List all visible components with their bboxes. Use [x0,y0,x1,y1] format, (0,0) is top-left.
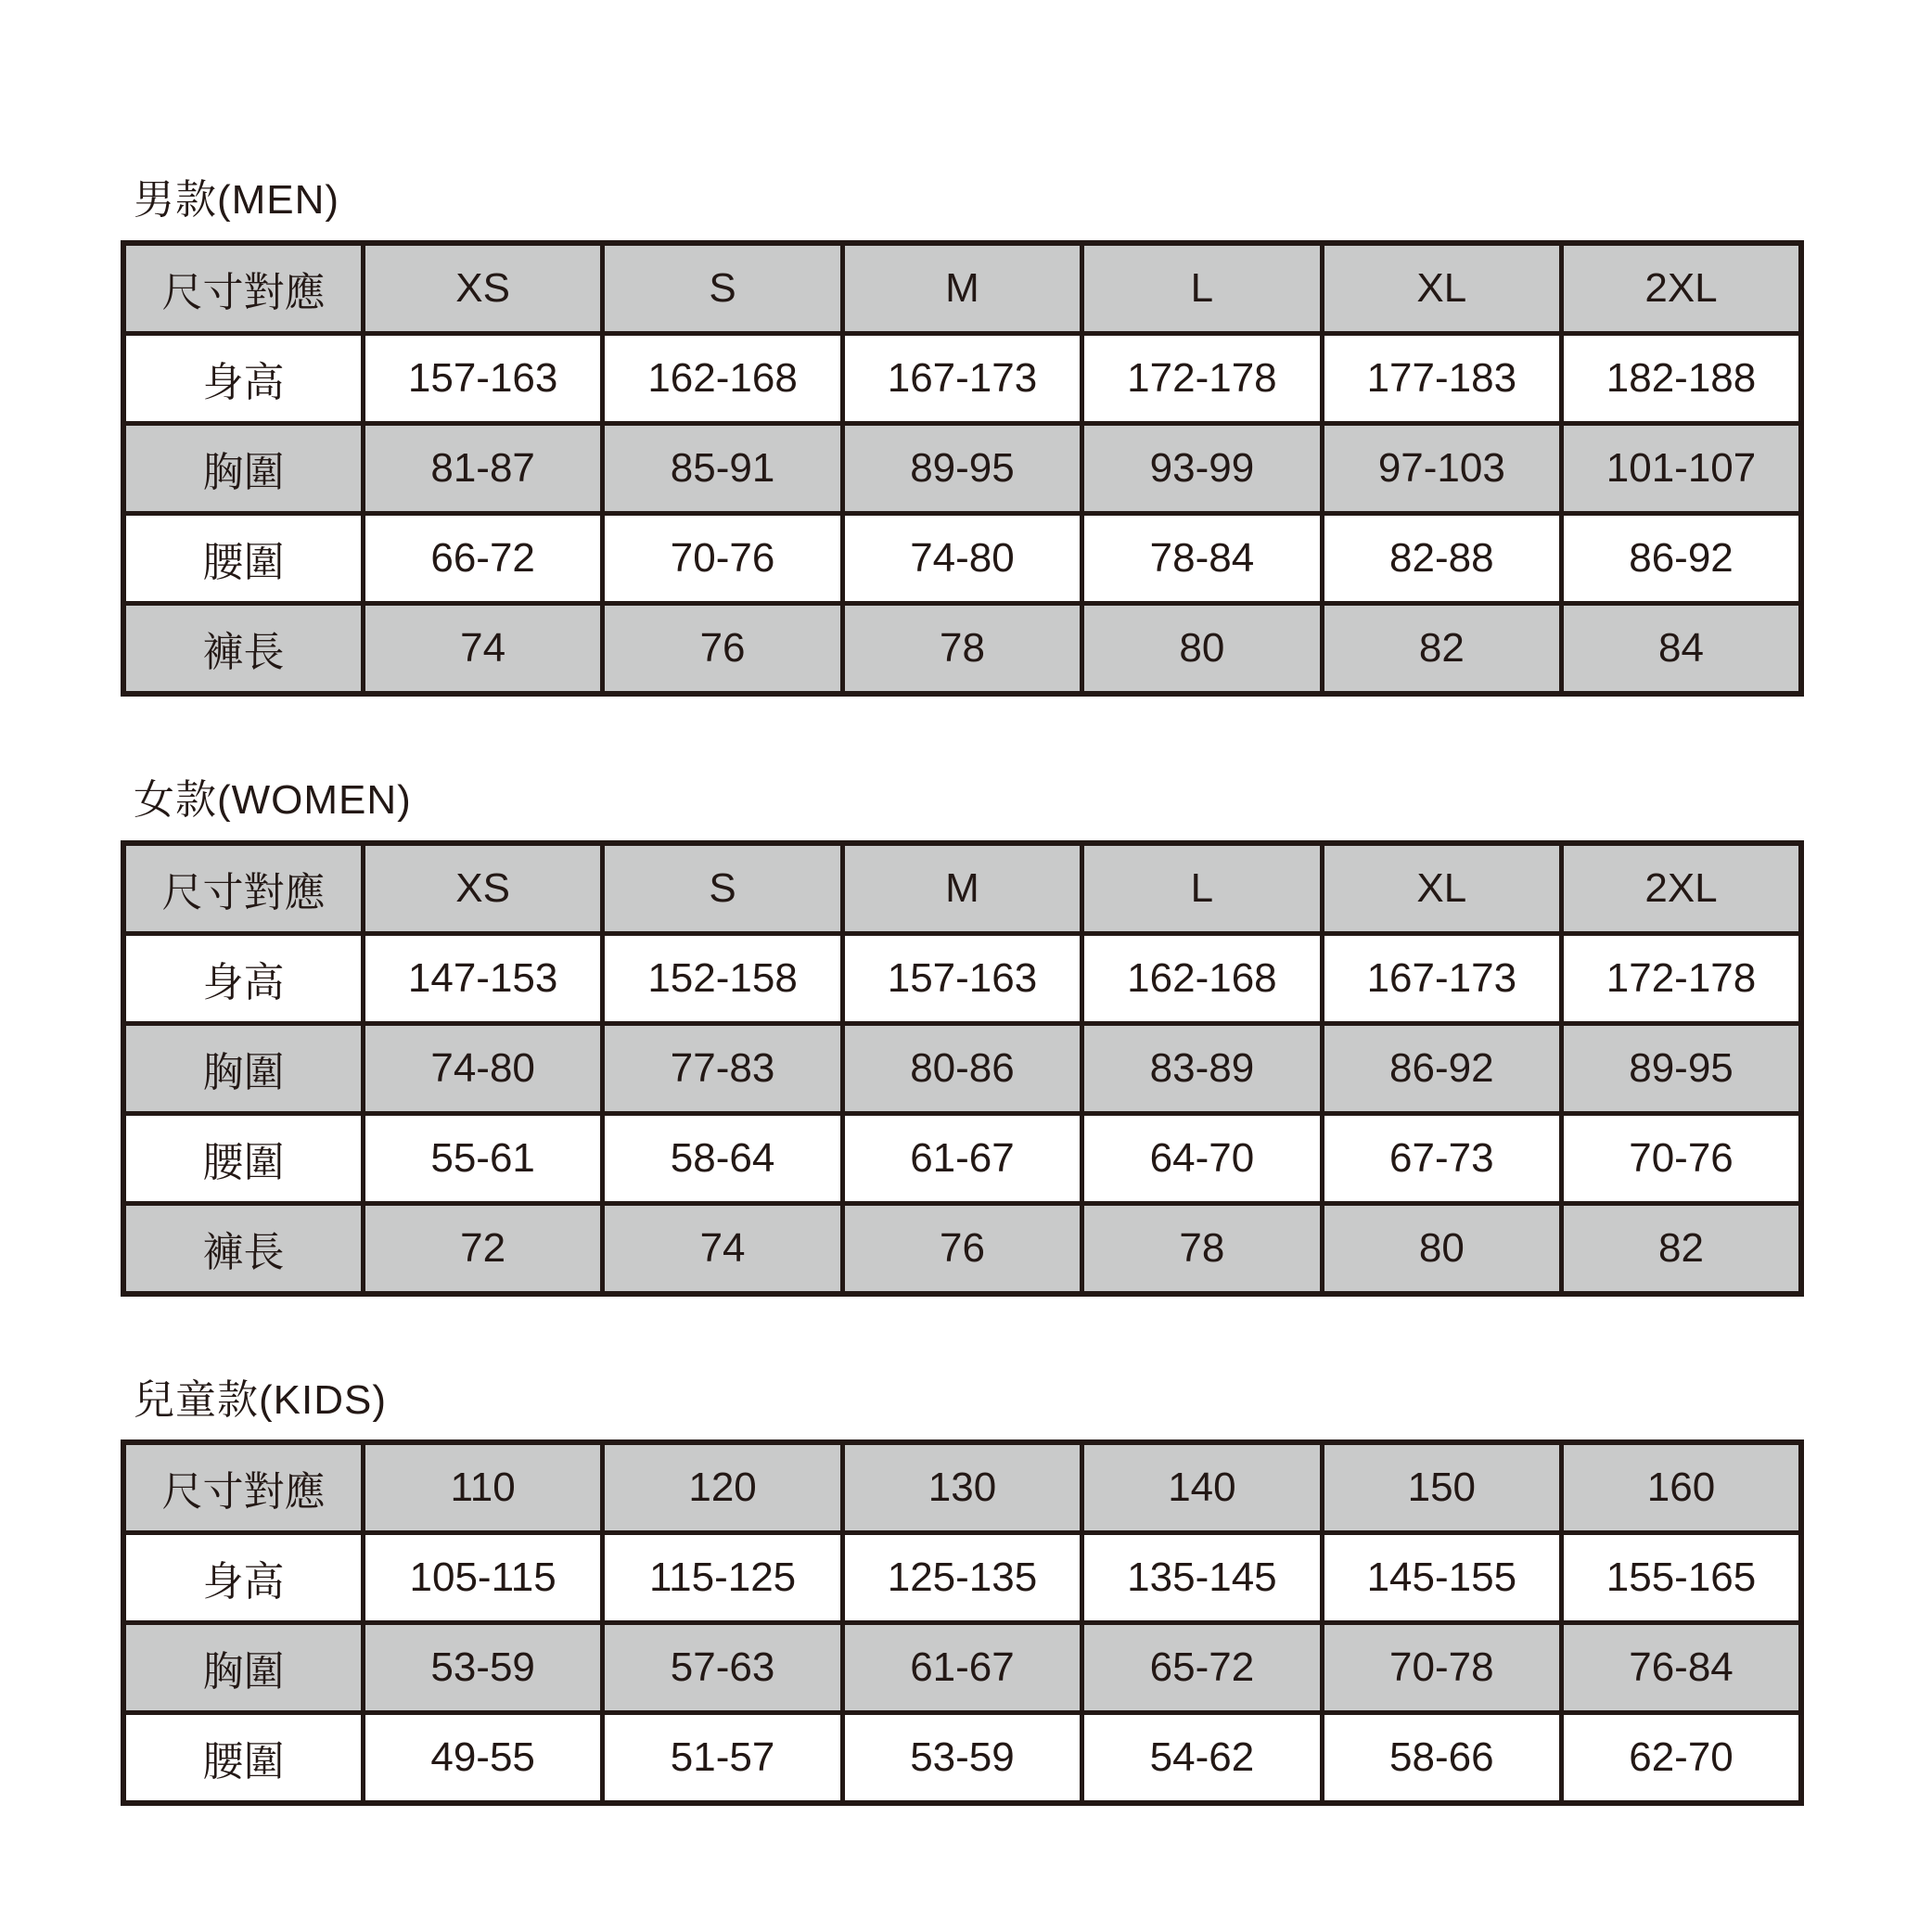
measurement-value-cell: 157-163 [842,933,1081,1023]
men-section-title: 男款(MEN) [134,177,340,223]
measurement-label-cell: 褲長 [123,603,363,694]
measurement-value-cell: 177-183 [1322,333,1561,423]
size-column-header-cell: XL [1322,243,1561,334]
measurement-label-cell: 褲長 [123,1203,363,1294]
header-row [123,243,1801,334]
measurement-value-cell: 80-86 [842,1023,1081,1113]
measurement-label-cell: 腰圍 [123,1713,363,1804]
measurement-value-cell: 86-92 [1322,1023,1561,1113]
kids-size-table [121,1439,1804,1806]
measurement-row [123,1533,1801,1623]
measurement-value-cell: 70-78 [1322,1623,1561,1713]
women-size-section [121,776,1804,1297]
measurement-value-cell: 54-62 [1082,1713,1322,1804]
size-column-header-cell: 140 [1082,1442,1322,1533]
size-column-header-cell: 2XL [1562,243,1801,334]
size-column-header-cell: L [1082,843,1322,934]
measurement-value-cell: 152-158 [603,933,842,1023]
measurement-label-cell: 胸圍 [123,1623,363,1713]
measurement-value-cell: 61-67 [842,1113,1081,1203]
size-column-header-cell: S [603,843,842,934]
corner-label-cell: 尺寸對應 [123,1442,363,1533]
measurement-row [123,1203,1801,1294]
measurement-value-cell: 172-178 [1082,333,1322,423]
size-column-header-cell: S [603,243,842,334]
measurement-value-cell: 74-80 [842,513,1081,603]
measurement-value-cell: 74 [603,1203,842,1294]
measurement-value-cell: 86-92 [1562,513,1801,603]
measurement-value-cell: 172-178 [1562,933,1801,1023]
header-row [123,1442,1801,1533]
kids-size-section [121,1376,1804,1807]
measurement-value-cell: 84 [1562,603,1801,694]
measurement-value-cell: 58-66 [1322,1713,1561,1804]
measurement-row [123,513,1801,603]
measurement-value-cell: 70-76 [1562,1113,1801,1203]
measurement-value-cell: 57-63 [603,1623,842,1713]
measurement-value-cell: 115-125 [603,1533,842,1623]
measurement-value-cell: 80 [1322,1203,1561,1294]
measurement-value-cell: 66-72 [363,513,602,603]
measurement-value-cell: 147-153 [363,933,602,1023]
measurement-value-cell: 80 [1082,603,1322,694]
measurement-value-cell: 72 [363,1203,602,1294]
measurement-row [123,423,1801,513]
measurement-value-cell: 155-165 [1562,1533,1801,1623]
measurement-row [123,1713,1801,1804]
measurement-value-cell: 81-87 [363,423,602,513]
measurement-row [123,933,1801,1023]
measurement-value-cell: 78 [842,603,1081,694]
measurement-row [123,333,1801,423]
measurement-row [123,1113,1801,1203]
size-column-header-cell: XS [363,843,602,934]
measurement-value-cell: 97-103 [1322,423,1561,513]
size-column-header-cell: 150 [1322,1442,1561,1533]
measurement-value-cell: 135-145 [1082,1533,1322,1623]
measurement-value-cell: 85-91 [603,423,842,513]
measurement-value-cell: 167-173 [1322,933,1561,1023]
measurement-label-cell: 身高 [123,1533,363,1623]
measurement-value-cell: 82 [1562,1203,1801,1294]
measurement-value-cell: 82-88 [1322,513,1561,603]
measurement-row [123,1023,1801,1113]
measurement-value-cell: 65-72 [1082,1623,1322,1713]
size-column-header-cell: XS [363,243,602,334]
measurement-value-cell: 82 [1322,603,1561,694]
men-size-table [121,240,1804,697]
measurement-label-cell: 腰圍 [123,1113,363,1203]
size-column-header-cell: 110 [363,1442,602,1533]
measurement-value-cell: 77-83 [603,1023,842,1113]
measurement-value-cell: 76-84 [1562,1623,1801,1713]
measurement-value-cell: 76 [842,1203,1081,1294]
measurement-value-cell: 74-80 [363,1023,602,1113]
measurement-value-cell: 67-73 [1322,1113,1561,1203]
measurement-value-cell: 61-67 [842,1623,1081,1713]
size-column-header-cell: M [842,843,1081,934]
measurement-value-cell: 49-55 [363,1713,602,1804]
measurement-value-cell: 58-64 [603,1113,842,1203]
measurement-label-cell: 胸圍 [123,1023,363,1113]
measurement-value-cell: 157-163 [363,333,602,423]
size-column-header-cell: 120 [603,1442,842,1533]
measurement-value-cell: 64-70 [1082,1113,1322,1203]
size-column-header-cell: XL [1322,843,1561,934]
measurement-value-cell: 62-70 [1562,1713,1801,1804]
measurement-value-cell: 89-95 [842,423,1081,513]
measurement-value-cell: 167-173 [842,333,1081,423]
measurement-value-cell: 78 [1082,1203,1322,1294]
measurement-value-cell: 182-188 [1562,333,1801,423]
women-size-table [121,840,1804,1297]
measurement-value-cell: 162-168 [603,333,842,423]
men-size-section [121,176,1804,697]
kids-section-title: 兒童款(KIDS) [134,1376,387,1423]
measurement-label-cell: 身高 [123,933,363,1023]
corner-label-cell: 尺寸對應 [123,843,363,934]
measurement-value-cell: 55-61 [363,1113,602,1203]
measurement-value-cell: 125-135 [842,1533,1081,1623]
measurement-value-cell: 53-59 [363,1623,602,1713]
measurement-value-cell: 70-76 [603,513,842,603]
measurement-row [123,1623,1801,1713]
measurement-label-cell: 身高 [123,333,363,423]
corner-label-cell: 尺寸對應 [123,243,363,334]
measurement-value-cell: 83-89 [1082,1023,1322,1113]
measurement-value-cell: 162-168 [1082,933,1322,1023]
size-column-header-cell: 130 [842,1442,1081,1533]
measurement-row [123,603,1801,694]
size-column-header-cell: L [1082,243,1322,334]
measurement-value-cell: 101-107 [1562,423,1801,513]
header-row [123,843,1801,934]
measurement-value-cell: 89-95 [1562,1023,1801,1113]
size-column-header-cell: 2XL [1562,843,1801,934]
size-column-header-cell: M [842,243,1081,334]
measurement-label-cell: 腰圍 [123,513,363,603]
measurement-value-cell: 76 [603,603,842,694]
measurement-value-cell: 145-155 [1322,1533,1561,1623]
measurement-value-cell: 93-99 [1082,423,1322,513]
measurement-value-cell: 78-84 [1082,513,1322,603]
measurement-value-cell: 51-57 [603,1713,842,1804]
women-section-title: 女款(WOMEN) [134,776,412,823]
size-column-header-cell: 160 [1562,1442,1801,1533]
measurement-value-cell: 105-115 [363,1533,602,1623]
measurement-value-cell: 53-59 [842,1713,1081,1804]
measurement-label-cell: 胸圍 [123,423,363,513]
measurement-value-cell: 74 [363,603,602,694]
